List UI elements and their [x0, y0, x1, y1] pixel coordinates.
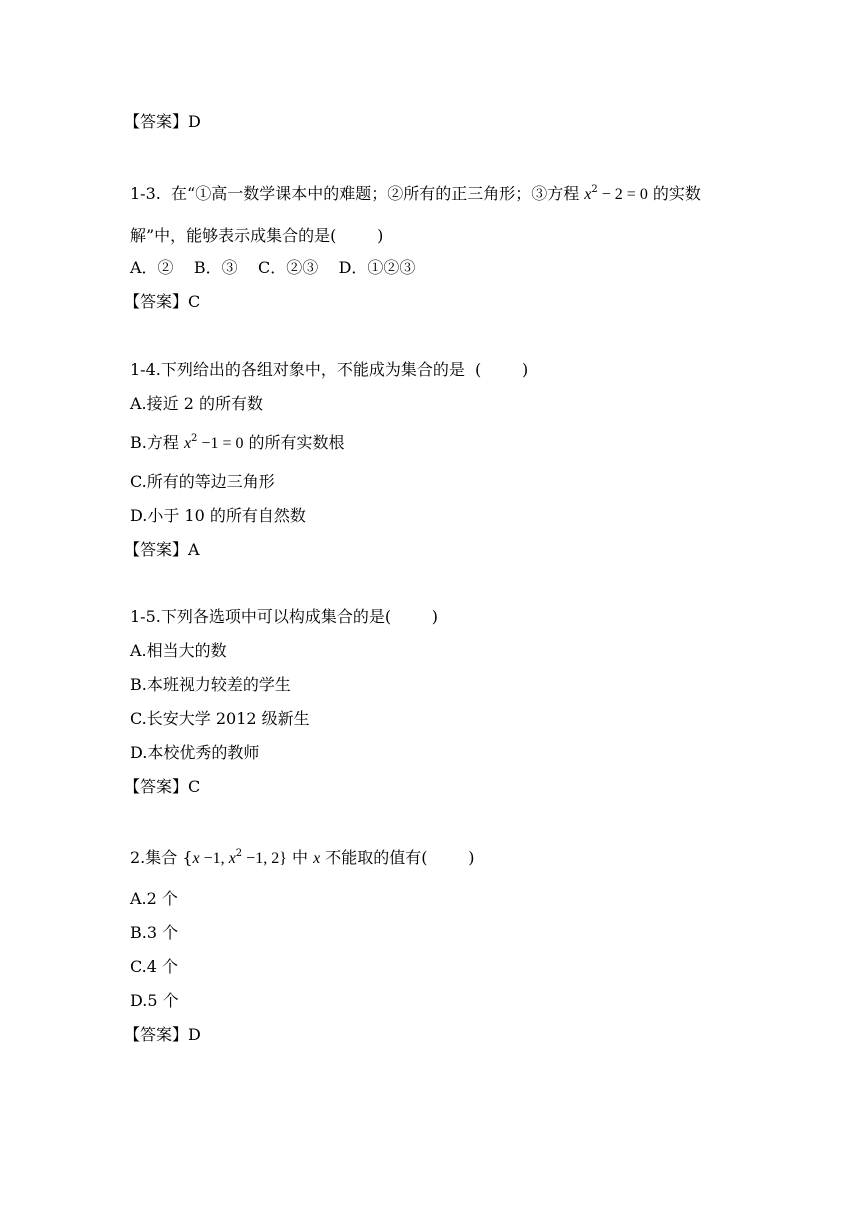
option-d: D.小于 10 的所有自然数 [130, 506, 306, 525]
answer-label: 【答案】D [124, 1025, 201, 1044]
answer-label: 【答案】D [124, 112, 201, 131]
question-1-3-options: A．② B．③ C．②③ D．①②③ [130, 258, 416, 277]
answer-label: 【答案】C [124, 292, 201, 311]
option-d: D.本校优秀的教师 [130, 743, 260, 762]
option-d: D.5 个 [130, 991, 179, 1010]
option-b: B.本班视力较差的学生 [130, 675, 291, 694]
option-a: A.2 个 [130, 889, 178, 908]
answer-label: 【答案】A [124, 540, 200, 559]
question-1-4-stem: 1-4.下列给出的各组对象中，不能成为集合的是 ( ) [130, 360, 529, 379]
option-c: C.4 个 [130, 957, 179, 976]
option-c: C.所有的等边三角形 [130, 472, 275, 491]
answer-label: 【答案】C [124, 777, 201, 796]
question-1-3-stem-cont: 解”中，能够表示成集合的是( ) [130, 226, 384, 245]
option-b: B.方程 $x^2 -1 = 0$ 的所有实数根 [130, 433, 345, 452]
question-2-stem: 2.集合 {x −1, $x^2 -1$, 2} 中 x 不能取的值有( ) [130, 848, 475, 867]
option-a: A.接近 2 的所有数 [130, 394, 263, 413]
question-1-3-stem: 1-3. 在“①高一数学课本中的难题；②所有的正三角形；③方程 $x^2 - 2 = 0$ 的实数 [130, 184, 701, 203]
option-c: C.长安大学 2012 级新生 [130, 709, 310, 728]
option-b: B.3 个 [130, 923, 179, 942]
option-a: A.相当大的数 [130, 641, 227, 660]
question-1-5-stem: 1-5.下列各选项中可以构成集合的是( ) [130, 607, 439, 626]
